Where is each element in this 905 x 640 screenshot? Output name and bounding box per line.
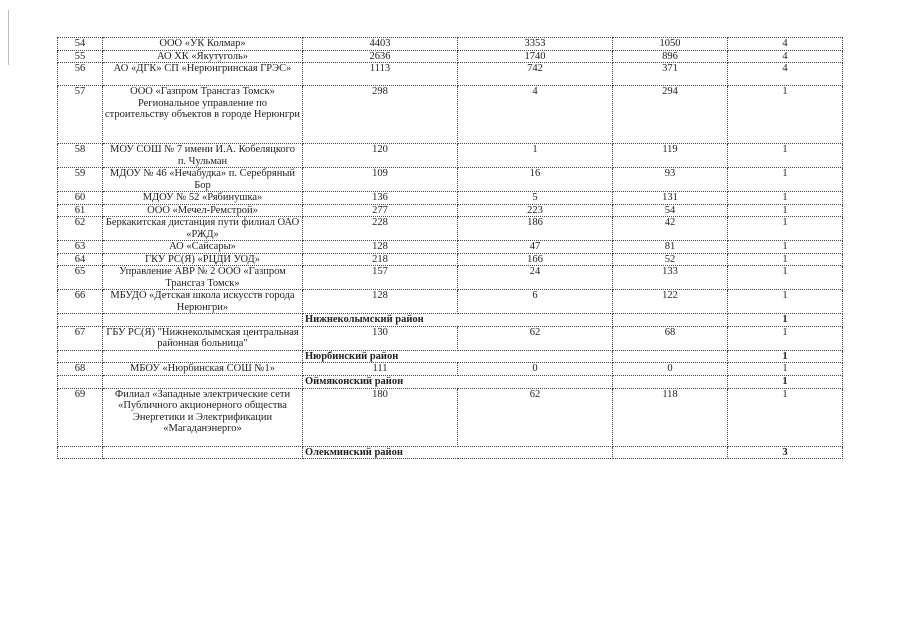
value-cell-4: 1 [728, 290, 843, 314]
total-cell: 218 [303, 253, 458, 266]
value-cell-4: 4 [728, 38, 843, 51]
value-cell-2: 186 [458, 217, 613, 241]
table-row [58, 144, 843, 168]
district-name: Нюрбинский район [303, 350, 613, 363]
district-name: Олекминский район [303, 446, 613, 459]
value-cell-2: 47 [458, 241, 613, 254]
value-cell-2: 6 [458, 290, 613, 314]
total-cell: 180 [303, 388, 458, 446]
row-number-cell: 57 [58, 86, 103, 144]
value-cell-3: 122 [613, 290, 728, 314]
row-number-cell: 63 [58, 241, 103, 254]
value-cell-4: 1 [728, 86, 843, 144]
table-row [58, 63, 843, 86]
table-row [58, 192, 843, 205]
table-row [58, 50, 843, 63]
row-number-cell: 61 [58, 204, 103, 217]
total-cell: 128 [303, 241, 458, 254]
organization-cell: Беркакитская дистанция пути филиал ОАО «РЖД» [103, 217, 303, 241]
row-number-cell: 56 [58, 63, 103, 86]
organization-cell: ООО «УК Колмар» [103, 38, 303, 51]
value-cell-4: 1 [728, 192, 843, 205]
organization-cell: ГБУ РС(Я) "Нижнеколымская центральная районная больница" [103, 326, 303, 350]
district-row [58, 446, 843, 459]
organization-cell: МБУДО «Детская школа искусств города Нерюнгри» [103, 290, 303, 314]
table-row [58, 266, 843, 290]
value-cell-4: 1 [728, 253, 843, 266]
table-row [58, 168, 843, 192]
scan-edge-mark [8, 10, 9, 65]
value-cell-4: 1 [728, 363, 843, 376]
organization-cell: Управление АВР № 2 ООО «Газпром Трансгаз Томск» [103, 266, 303, 290]
value-cell-3: 0 [613, 363, 728, 376]
value-cell-4: 3 [728, 446, 843, 459]
value-cell-4: 1 [728, 204, 843, 217]
total-cell: 136 [303, 192, 458, 205]
district-row [58, 376, 843, 389]
organization-cell: Филиал «Западные электрические сети «Публичного акционерного общества Энергетики и Электрификации «Магаданэнерго» [103, 388, 303, 446]
value-cell-2: 24 [458, 266, 613, 290]
table-row [58, 204, 843, 217]
value-cell-2: 1740 [458, 50, 613, 63]
value-cell-3: 54 [613, 204, 728, 217]
row-number-cell [58, 314, 103, 327]
row-number-cell: 67 [58, 326, 103, 350]
total-cell: 4403 [303, 38, 458, 51]
organization-cell [103, 350, 303, 363]
value-cell-3: 896 [613, 50, 728, 63]
value-cell-3: 118 [613, 388, 728, 446]
total-cell: 120 [303, 144, 458, 168]
total-cell: 298 [303, 86, 458, 144]
district-name: Нижнеколымский район [303, 314, 613, 327]
value-cell-4: 1 [728, 388, 843, 446]
value-cell-2: 0 [458, 363, 613, 376]
organizations-table [57, 37, 843, 459]
value-cell-3: 1050 [613, 38, 728, 51]
value-cell-4: 1 [728, 350, 843, 363]
value-cell-4: 4 [728, 50, 843, 63]
total-cell: 1113 [303, 63, 458, 86]
organization-cell [103, 446, 303, 459]
value-cell-3: 42 [613, 217, 728, 241]
value-cell-4: 1 [728, 266, 843, 290]
total-cell: 130 [303, 326, 458, 350]
value-cell-3: 294 [613, 86, 728, 144]
value-cell-3 [613, 376, 728, 389]
district-row [58, 350, 843, 363]
value-cell-4: 1 [728, 326, 843, 350]
total-cell: 228 [303, 217, 458, 241]
row-number-cell: 58 [58, 144, 103, 168]
organization-cell: МДОУ № 52 «Рябинушка» [103, 192, 303, 205]
total-cell: 277 [303, 204, 458, 217]
organization-cell: МОУ СОШ № 7 имени И.А. Кобеляцкого п. Чульман [103, 144, 303, 168]
row-number-cell [58, 446, 103, 459]
row-number-cell: 66 [58, 290, 103, 314]
total-cell: 157 [303, 266, 458, 290]
table-row [58, 253, 843, 266]
table-row [58, 38, 843, 51]
organization-cell [103, 314, 303, 327]
value-cell-3: 133 [613, 266, 728, 290]
value-cell-3 [613, 446, 728, 459]
value-cell-2: 3353 [458, 38, 613, 51]
table-row [58, 241, 843, 254]
table-row [58, 290, 843, 314]
district-row [58, 314, 843, 327]
organization-cell: ООО «Мечел-Ремстрой» [103, 204, 303, 217]
value-cell-2: 62 [458, 326, 613, 350]
value-cell-3 [613, 314, 728, 327]
district-name: Оймяконский район [303, 376, 613, 389]
total-cell: 128 [303, 290, 458, 314]
value-cell-2: 5 [458, 192, 613, 205]
organization-cell: АО «ДГК» СП «Нерюнгринская ГРЭС» [103, 63, 303, 86]
total-cell: 2636 [303, 50, 458, 63]
row-number-cell: 55 [58, 50, 103, 63]
value-cell-3 [613, 350, 728, 363]
organization-cell: МДОУ № 46 «Нечабудка» п. Серебряный Бор [103, 168, 303, 192]
table-row [58, 86, 843, 144]
total-cell: 111 [303, 363, 458, 376]
row-number-cell: 64 [58, 253, 103, 266]
table-row [58, 326, 843, 350]
organization-cell [103, 376, 303, 389]
total-cell: 109 [303, 168, 458, 192]
value-cell-4: 1 [728, 376, 843, 389]
value-cell-2: 223 [458, 204, 613, 217]
value-cell-2: 16 [458, 168, 613, 192]
table-row [58, 388, 843, 446]
organization-cell: АО «Сайсары» [103, 241, 303, 254]
organization-cell: ООО «Газпром Трансгаз Томск» Региональное управление по строительству объектов в городе Нерюнгри [103, 86, 303, 144]
value-cell-2: 4 [458, 86, 613, 144]
value-cell-4: 1 [728, 314, 843, 327]
row-number-cell [58, 350, 103, 363]
table-row [58, 363, 843, 376]
table-row [58, 217, 843, 241]
row-number-cell: 69 [58, 388, 103, 446]
value-cell-3: 68 [613, 326, 728, 350]
value-cell-4: 1 [728, 144, 843, 168]
row-number-cell: 54 [58, 38, 103, 51]
row-number-cell: 59 [58, 168, 103, 192]
value-cell-2: 62 [458, 388, 613, 446]
row-number-cell: 65 [58, 266, 103, 290]
organization-cell: ГКУ РС(Я) «РЦДИ УОД» [103, 253, 303, 266]
value-cell-4: 1 [728, 168, 843, 192]
value-cell-4: 1 [728, 241, 843, 254]
table-body [58, 38, 843, 459]
value-cell-3: 131 [613, 192, 728, 205]
value-cell-3: 81 [613, 241, 728, 254]
organization-cell: АО ХК «Якутуголь» [103, 50, 303, 63]
value-cell-3: 93 [613, 168, 728, 192]
organization-cell: МБОУ «Нюрбинская СОШ №1» [103, 363, 303, 376]
value-cell-4: 1 [728, 217, 843, 241]
row-number-cell: 60 [58, 192, 103, 205]
row-number-cell: 62 [58, 217, 103, 241]
value-cell-3: 119 [613, 144, 728, 168]
value-cell-4: 4 [728, 63, 843, 86]
value-cell-3: 52 [613, 253, 728, 266]
value-cell-3: 371 [613, 63, 728, 86]
row-number-cell: 68 [58, 363, 103, 376]
value-cell-2: 1 [458, 144, 613, 168]
row-number-cell [58, 376, 103, 389]
value-cell-2: 742 [458, 63, 613, 86]
value-cell-2: 166 [458, 253, 613, 266]
